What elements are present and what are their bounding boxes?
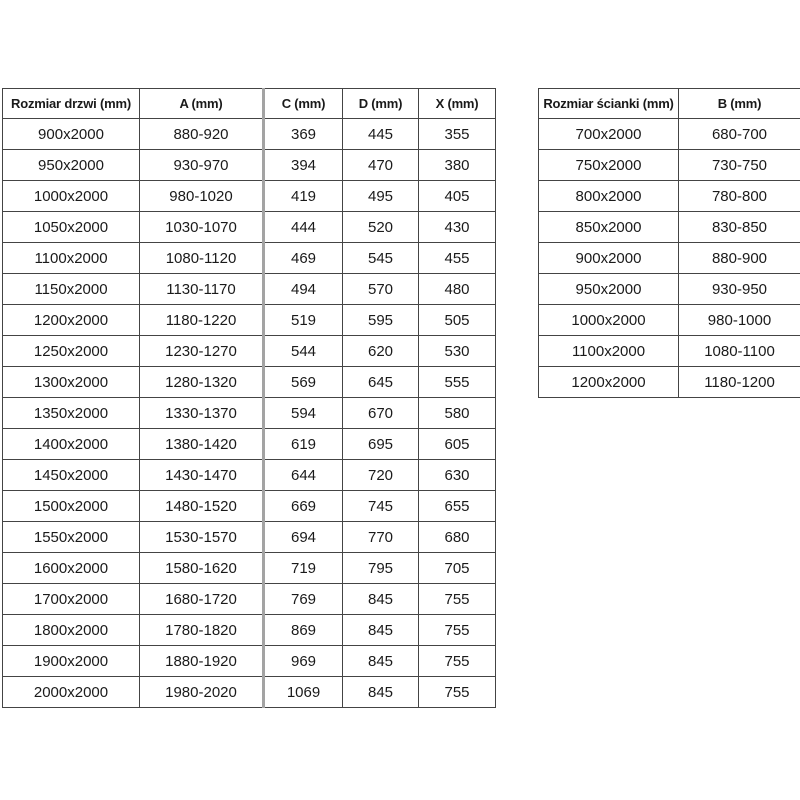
table-cell: 505 — [419, 305, 496, 336]
door-size-table-header — [3, 89, 496, 119]
wall-size-table — [538, 88, 800, 398]
table-cell: 670 — [343, 398, 419, 429]
column-header: D (mm) — [343, 89, 419, 119]
table-cell: 555 — [419, 367, 496, 398]
table-cell: 469 — [264, 243, 343, 274]
column-header: Rozmiar drzwi (mm) — [3, 89, 140, 119]
table-cell: 930-950 — [679, 274, 800, 305]
table-cell: 570 — [343, 274, 419, 305]
table-cell: 750x2000 — [539, 150, 679, 181]
table-cell: 619 — [264, 429, 343, 460]
table-cell: 494 — [264, 274, 343, 305]
table-cell: 1800x2000 — [3, 615, 140, 646]
table-cell: 530 — [419, 336, 496, 367]
table-cell: 780-800 — [679, 181, 800, 212]
table-row — [3, 584, 496, 615]
table-cell: 1130-1170 — [140, 274, 264, 305]
table-cell: 480 — [419, 274, 496, 305]
table-cell: 869 — [264, 615, 343, 646]
table-cell: 980-1020 — [140, 181, 264, 212]
table-cell: 1080-1100 — [679, 336, 800, 367]
table-cell: 1100x2000 — [3, 243, 140, 274]
table-cell: 845 — [343, 584, 419, 615]
table-cell: 730-750 — [679, 150, 800, 181]
table-cell: 880-900 — [679, 243, 800, 274]
table-cell: 1069 — [264, 677, 343, 708]
table-row — [539, 305, 800, 336]
table-row — [3, 677, 496, 708]
table-row — [3, 491, 496, 522]
table-cell: 1100x2000 — [539, 336, 679, 367]
table-cell: 1430-1470 — [140, 460, 264, 491]
table-cell: 880-920 — [140, 119, 264, 150]
table-cell: 969 — [264, 646, 343, 677]
table-row — [3, 212, 496, 243]
table-row — [539, 181, 800, 212]
table-cell: 845 — [343, 646, 419, 677]
table-cell: 900x2000 — [539, 243, 679, 274]
door-size-table — [2, 88, 496, 708]
table-cell: 1330-1370 — [140, 398, 264, 429]
table-cell: 605 — [419, 429, 496, 460]
table-cell: 1200x2000 — [3, 305, 140, 336]
column-header: B (mm) — [679, 89, 800, 119]
table-cell: 755 — [419, 615, 496, 646]
table-cell: 1150x2000 — [3, 274, 140, 305]
table-cell: 445 — [343, 119, 419, 150]
table-cell: 930-970 — [140, 150, 264, 181]
table-cell: 1480-1520 — [140, 491, 264, 522]
table-cell: 620 — [343, 336, 419, 367]
table-cell: 1380-1420 — [140, 429, 264, 460]
table-cell: 495 — [343, 181, 419, 212]
table-cell: 405 — [419, 181, 496, 212]
table-cell: 544 — [264, 336, 343, 367]
table-row — [3, 615, 496, 646]
table-cell: 980-1000 — [679, 305, 800, 336]
table-row — [3, 460, 496, 491]
table-row — [3, 274, 496, 305]
table-cell: 1200x2000 — [539, 367, 679, 398]
table-row — [3, 150, 496, 181]
table-cell: 1580-1620 — [140, 553, 264, 584]
table-cell: 1050x2000 — [3, 212, 140, 243]
table-cell: 719 — [264, 553, 343, 584]
table-cell: 1080-1120 — [140, 243, 264, 274]
table-cell: 1000x2000 — [3, 181, 140, 212]
table-cell: 580 — [419, 398, 496, 429]
table-cell: 355 — [419, 119, 496, 150]
table-cell: 1530-1570 — [140, 522, 264, 553]
column-header: A (mm) — [140, 89, 264, 119]
table-cell: 705 — [419, 553, 496, 584]
table-cell: 795 — [343, 553, 419, 584]
table-cell: 1500x2000 — [3, 491, 140, 522]
table-cell: 1450x2000 — [3, 460, 140, 491]
table-cell: 394 — [264, 150, 343, 181]
table-cell: 1030-1070 — [140, 212, 264, 243]
table-cell: 470 — [343, 150, 419, 181]
table-row — [3, 646, 496, 677]
table-cell: 950x2000 — [539, 274, 679, 305]
table-cell: 1180-1220 — [140, 305, 264, 336]
table-cell: 1600x2000 — [3, 553, 140, 584]
table-cell: 695 — [343, 429, 419, 460]
table-cell: 1350x2000 — [3, 398, 140, 429]
table-cell: 694 — [264, 522, 343, 553]
table-cell: 770 — [343, 522, 419, 553]
table-cell: 444 — [264, 212, 343, 243]
table-cell: 569 — [264, 367, 343, 398]
table-cell: 900x2000 — [3, 119, 140, 150]
table-cell: 1980-2020 — [140, 677, 264, 708]
table-cell: 669 — [264, 491, 343, 522]
table-row — [3, 119, 496, 150]
column-header: X (mm) — [419, 89, 496, 119]
header-row — [3, 89, 496, 119]
table-cell: 630 — [419, 460, 496, 491]
table-cell: 1300x2000 — [3, 367, 140, 398]
table-cell: 700x2000 — [539, 119, 679, 150]
table-cell: 594 — [264, 398, 343, 429]
table-cell: 769 — [264, 584, 343, 615]
table-cell: 720 — [343, 460, 419, 491]
column-header: Rozmiar ścianki (mm) — [539, 89, 679, 119]
table-row — [539, 336, 800, 367]
table-cell: 745 — [343, 491, 419, 522]
table-row — [3, 367, 496, 398]
table-cell: 644 — [264, 460, 343, 491]
door-size-table-body — [3, 119, 496, 708]
table-cell: 645 — [343, 367, 419, 398]
table-row — [539, 150, 800, 181]
table-cell: 755 — [419, 584, 496, 615]
table-cell: 419 — [264, 181, 343, 212]
table-cell: 755 — [419, 646, 496, 677]
table-cell: 1000x2000 — [539, 305, 679, 336]
table-cell: 369 — [264, 119, 343, 150]
header-row — [539, 89, 800, 119]
table-cell: 430 — [419, 212, 496, 243]
table-cell: 680 — [419, 522, 496, 553]
wall-size-table-header — [539, 89, 800, 119]
table-cell: 755 — [419, 677, 496, 708]
table-cell: 850x2000 — [539, 212, 679, 243]
table-cell: 595 — [343, 305, 419, 336]
table-cell: 1230-1270 — [140, 336, 264, 367]
table-cell: 545 — [343, 243, 419, 274]
table-cell: 1550x2000 — [3, 522, 140, 553]
table-row — [3, 181, 496, 212]
table-row — [3, 522, 496, 553]
table-cell: 2000x2000 — [3, 677, 140, 708]
table-cell: 455 — [419, 243, 496, 274]
table-cell: 830-850 — [679, 212, 800, 243]
table-row — [539, 119, 800, 150]
table-cell: 1250x2000 — [3, 336, 140, 367]
table-cell: 800x2000 — [539, 181, 679, 212]
table-row — [3, 336, 496, 367]
table-row — [539, 274, 800, 305]
table-row — [3, 243, 496, 274]
table-cell: 1400x2000 — [3, 429, 140, 460]
table-row — [3, 398, 496, 429]
table-cell: 1280-1320 — [140, 367, 264, 398]
table-cell: 845 — [343, 677, 419, 708]
table-cell: 680-700 — [679, 119, 800, 150]
table-cell: 950x2000 — [3, 150, 140, 181]
table-row — [539, 212, 800, 243]
table-row — [539, 243, 800, 274]
table-cell: 655 — [419, 491, 496, 522]
table-row — [539, 367, 800, 398]
table-row — [3, 553, 496, 584]
wall-size-table-body — [539, 119, 800, 398]
table-cell: 380 — [419, 150, 496, 181]
table-cell: 1180-1200 — [679, 367, 800, 398]
column-header: C (mm) — [264, 89, 343, 119]
table-cell: 519 — [264, 305, 343, 336]
table-cell: 1880-1920 — [140, 646, 264, 677]
table-cell: 1700x2000 — [3, 584, 140, 615]
table-cell: 520 — [343, 212, 419, 243]
table-cell: 1680-1720 — [140, 584, 264, 615]
table-row — [3, 429, 496, 460]
table-cell: 1900x2000 — [3, 646, 140, 677]
table-row — [3, 305, 496, 336]
table-cell: 845 — [343, 615, 419, 646]
table-cell: 1780-1820 — [140, 615, 264, 646]
